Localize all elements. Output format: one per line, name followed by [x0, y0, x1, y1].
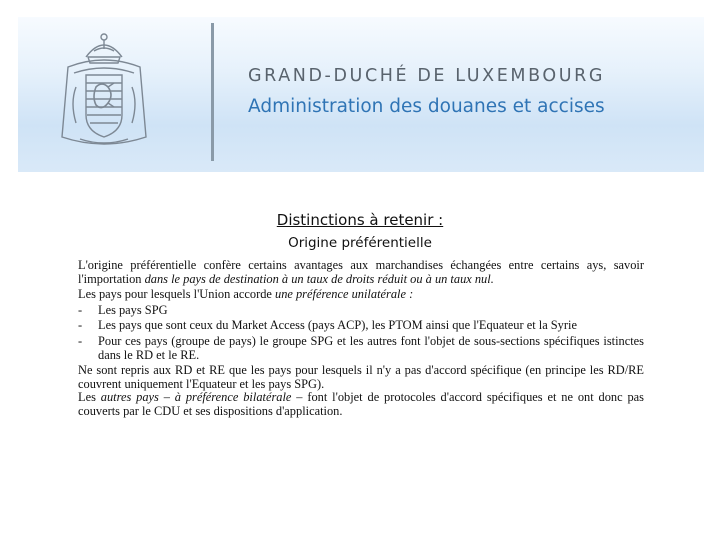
paragraph-1: L'origine préférentielle confère certains avantages aux marchandises échangées entre certains ays, savoir l'importation dans le pays de destination à un taux de droits réduit ou à un taux nul.: [78, 258, 644, 286]
paragraph-4: Les autres pays – à préférence bilatérale – font l'objet de protocoles d'accord spécifiques et ne ont donc pas couverts par le CDU et ses dispositions d'application.: [78, 390, 644, 418]
list-item: - Pour ces pays (groupe de pays) le groupe SPG et les autres font l'objet de sous-sections spécifiques istinctes dans le RD et le RE.: [78, 333, 644, 362]
list-item: - Les pays que sont ceux du Market Access (pays ACP), les PTOM ainsi que l'Equateur et la Syrie: [78, 318, 577, 333]
header-banner: [18, 17, 704, 172]
coat-of-arms-icon: [56, 27, 152, 157]
administration-title: Administration des douanes et accises: [248, 96, 605, 117]
paragraph-3: Ne sont repris aux RD et RE que les pays pour lesquels il n'y a pas d'accord spécifique (en principe les RD/RE couvrent uniquement l'Equateur et les pays SPG).: [78, 363, 644, 391]
list-item: - Les pays SPG: [78, 302, 168, 317]
slide-subheading: Origine préférentielle: [288, 235, 432, 251]
header-divider: [211, 23, 214, 161]
paragraph-2: Les pays pour lesquels l'Union accorde une préférence unilatérale :: [78, 287, 414, 302]
slide-body: [78, 259, 644, 419]
country-title: GRAND-DUCHÉ DE LUXEMBOURG: [248, 66, 606, 86]
slide-heading: Distinctions à retenir :: [276, 211, 444, 229]
